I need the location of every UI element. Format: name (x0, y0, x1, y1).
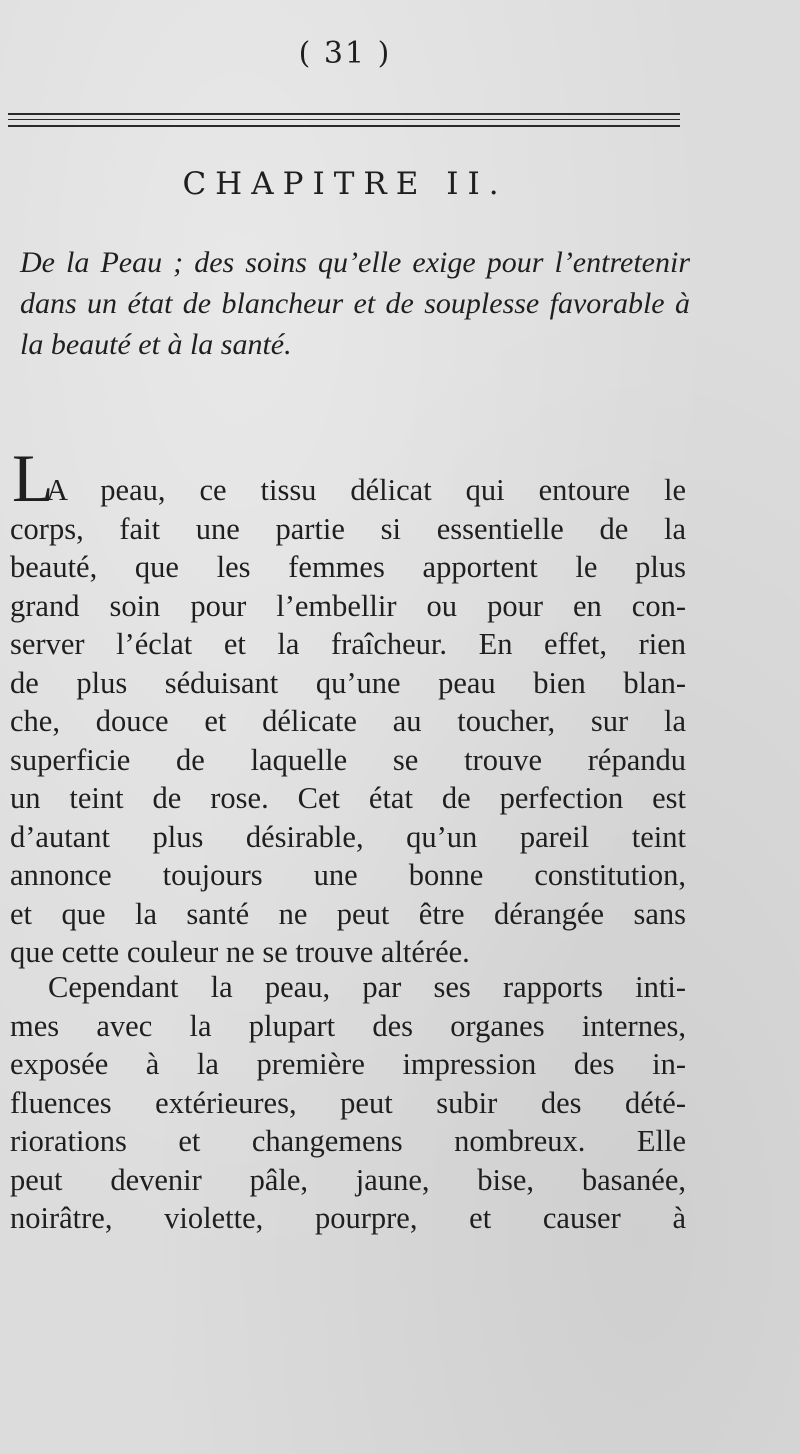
paragraph-2 (10, 968, 686, 1238)
chapter-title: CHAPITRE II. (182, 166, 508, 202)
text-line: et que la santé ne peut être dérangée sans (10, 896, 686, 931)
text-line: de plus séduisant qu’une peau bien blan- (10, 665, 686, 700)
chapter-subtitle: De la Peau ; des soins qu’elle exige pour l’entretenir dans un état de blancheur et de souplesse favorable à la beauté et à la santé. (20, 246, 690, 361)
text-line: riorations et changemens nombreux. Elle (10, 1124, 686, 1158)
text-line: che, douce et délicate au toucher, sur la (10, 704, 686, 738)
text-line: fluences extérieures, peut subir des dété- (10, 1085, 686, 1120)
text-line: que cette couleur ne se trouve altérée. (10, 935, 470, 969)
text-line: corps, fait une partie si essentielle de la (10, 511, 686, 546)
text-line: un teint de rose. Cet état de perfection est (10, 781, 686, 815)
text-line: mes avec la plupart des organes internes, (10, 1008, 686, 1043)
text-line: d’autant plus désirable, qu’un pareil teint (10, 819, 686, 854)
text-line: annonce toujours une bonne constitution, (10, 858, 686, 892)
text-line: server l’éclat et la fraîcheur. En effet, rien (10, 627, 686, 661)
text-line: superficie de laquelle se trouve répandu (10, 742, 686, 777)
header-rule (8, 113, 680, 115)
text-line: Cependant la peau, par ses rapports inti- (48, 970, 686, 1004)
page-number: ( 31 ) (298, 36, 392, 71)
text-line: A peau, ce tissu délicat qui entoure le (46, 473, 686, 507)
text-line: grand soin pour l’embellir ou pour en con- (10, 588, 686, 623)
header-rule (8, 119, 680, 120)
header-rule (8, 125, 680, 127)
text-line: beauté, que les femmes apportent le plus (10, 550, 686, 584)
drop-cap: L (12, 440, 54, 516)
paragraph-1 (10, 471, 686, 972)
text-line: exposée à la première impression des in- (10, 1047, 686, 1081)
text-line: peut devenir pâle, jaune, bise, basanée, (10, 1162, 686, 1197)
text-line: noirâtre, violette, pourpre, et causer à (10, 1201, 686, 1235)
